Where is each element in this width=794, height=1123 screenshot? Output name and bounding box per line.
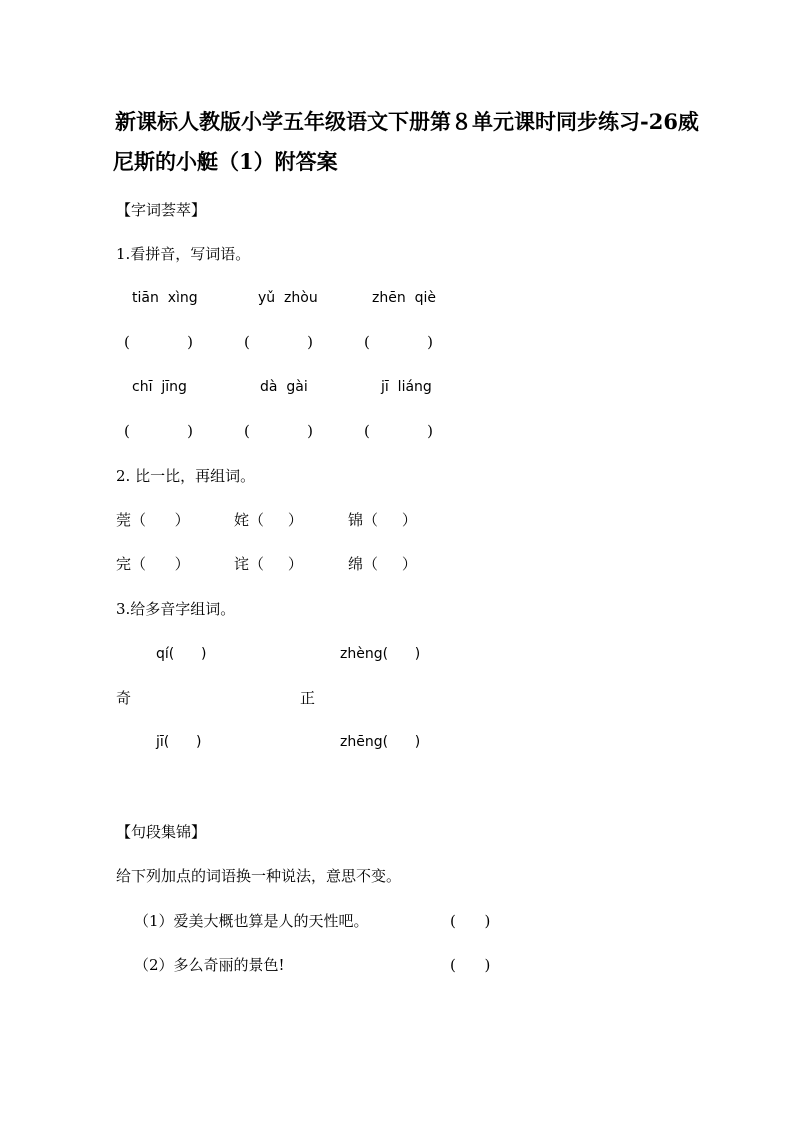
answer-blank[interactable]: ( )	[244, 333, 313, 351]
polyphone-reading: jī( )	[156, 734, 202, 750]
question-2-label: 2. 比一比，再组词。	[116, 467, 256, 485]
pinyin-2: yǔ zhòu	[258, 290, 318, 306]
answer-blank[interactable]: ( )	[364, 422, 433, 440]
section-heading-vocabulary: 【字词荟萃】	[116, 201, 207, 219]
compare-item: 绵（ ）	[348, 555, 417, 573]
polyphone-char: 正	[300, 689, 316, 707]
compare-item: 姹（ ）	[234, 511, 303, 529]
pinyin-5: dà gài	[260, 379, 308, 395]
sentence-item: （1）爱美大概也算是人的天性吧。	[134, 912, 369, 930]
answer-blank[interactable]: ( )	[244, 422, 313, 440]
compare-item: 锦（ ）	[348, 511, 417, 529]
polyphone-reading: qí( )	[156, 646, 207, 662]
answer-blank[interactable]: ( )	[450, 912, 491, 930]
sentence-item: （2）多么奇丽的景色!	[134, 956, 285, 974]
pinyin-3: zhēn qiè	[372, 290, 436, 306]
pinyin-6: jī liáng	[381, 379, 432, 395]
polyphone-char: 奇	[116, 689, 132, 707]
polyphone-reading: zhēng( )	[340, 734, 421, 750]
answer-blank[interactable]: ( )	[450, 956, 491, 974]
section-2-instruction: 给下列加点的词语换一种说法，意思不变。	[116, 867, 402, 885]
answer-blank[interactable]: ( )	[124, 333, 193, 351]
question-3-label: 3.给多音字组词。	[116, 600, 236, 618]
section-heading-sentences: 【句段集锦】	[116, 823, 207, 841]
answer-blank[interactable]: ( )	[364, 333, 433, 351]
compare-item: 莞（ ）	[116, 511, 190, 529]
answer-blank[interactable]: ( )	[124, 422, 193, 440]
compare-item: 诧（ ）	[234, 555, 303, 573]
pinyin-4: chī jīng	[132, 379, 187, 395]
polyphone-reading: zhèng( )	[340, 646, 421, 662]
compare-item: 完（ ）	[116, 555, 190, 573]
question-1-label: 1.看拼音，写词语。	[116, 245, 251, 263]
document-title: 新课标人教版小学五年级语文下册第８单元课时同步练习-26威尼斯的小艇（1）附答案	[113, 109, 699, 174]
pinyin-1: tiān xìng	[132, 290, 198, 306]
